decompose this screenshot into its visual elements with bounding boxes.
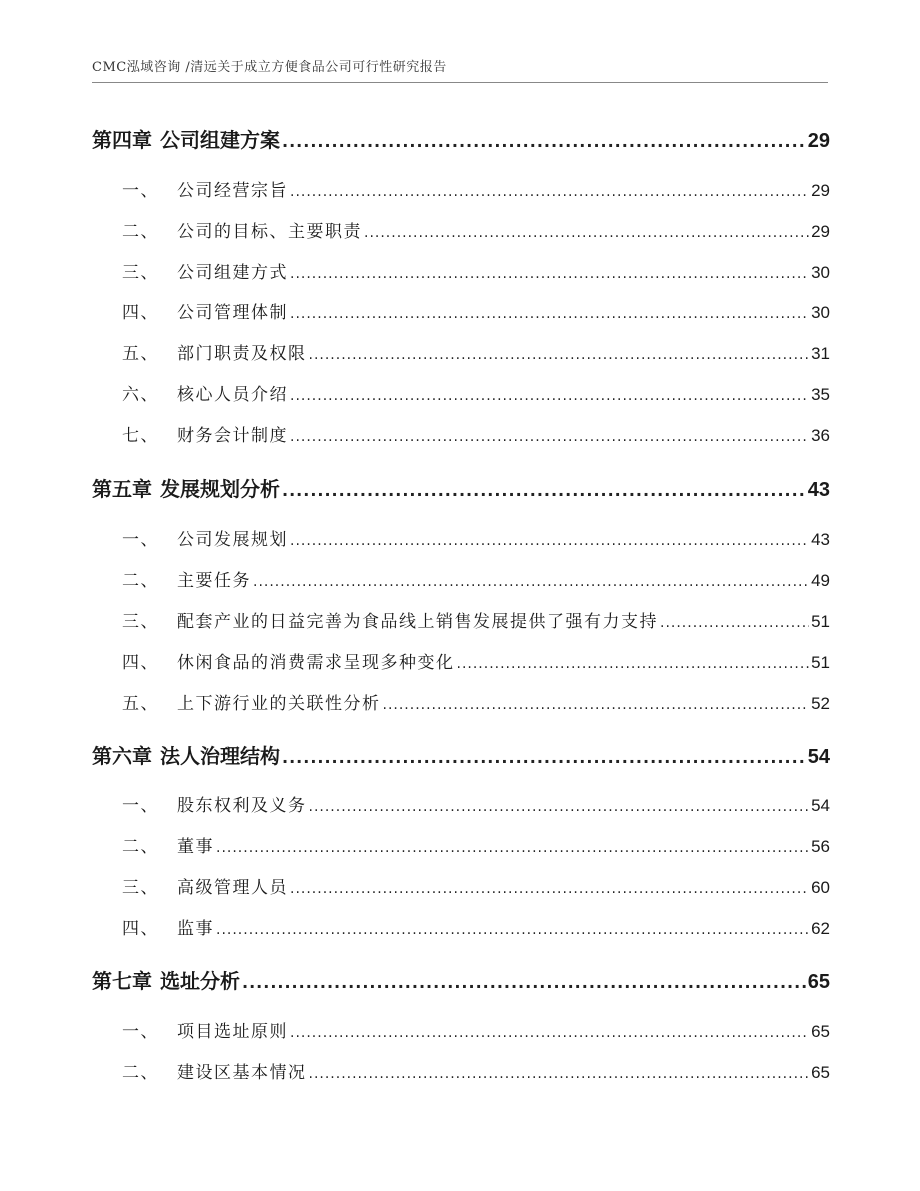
toc-entry-title — [122, 648, 455, 673]
toc-chapter-entry[interactable] — [92, 965, 830, 994]
toc-entry-title — [122, 914, 214, 939]
toc-entry-number: 一、 — [122, 530, 159, 550]
toc-entry-number: 六、 — [122, 385, 159, 405]
toc-entry-number: 三、 — [122, 878, 159, 898]
toc-entry-text: 股东权利及义务 — [177, 796, 307, 816]
toc-entry-text: 部门职责及权限 — [177, 344, 307, 364]
toc-entry-title — [122, 258, 288, 283]
toc-section-entry[interactable] — [92, 648, 830, 673]
toc-entry-title — [122, 873, 288, 898]
toc-page-number: 52 — [811, 694, 830, 713]
toc-entry-title — [92, 473, 280, 502]
toc-entry-title — [122, 566, 251, 591]
toc-entry-number: 第七章 — [92, 969, 152, 993]
dot-leader — [290, 429, 809, 445]
toc-entry-text: 财务会计制度 — [177, 426, 288, 446]
toc-entry-number: 四、 — [122, 653, 159, 673]
toc-entry-title — [92, 740, 280, 769]
dot-leader — [290, 1025, 809, 1041]
toc-entry-text: 法人治理结构 — [160, 744, 280, 768]
toc-entry-title — [122, 176, 288, 201]
toc-section-entry[interactable] — [92, 258, 830, 283]
toc-entry-text: 高级管理人员 — [177, 878, 288, 898]
toc-entry-title — [122, 298, 288, 323]
toc-section-entry[interactable] — [92, 873, 830, 898]
toc-page-number: 35 — [811, 385, 830, 404]
toc-page-number: 65 — [811, 1063, 830, 1082]
dot-leader — [290, 881, 809, 897]
toc-page-number: 54 — [811, 796, 830, 815]
toc-entry-text: 发展规划分析 — [160, 477, 280, 501]
header-divider — [92, 82, 828, 83]
toc-page-number: 30 — [811, 303, 830, 322]
toc-section-entry[interactable] — [92, 607, 830, 632]
toc-section-entry[interactable] — [92, 525, 830, 550]
running-header: CMC泓域咨询 /清远关于成立方便食品公司可行性研究报告 — [92, 60, 447, 75]
toc-page-number: 30 — [811, 263, 830, 282]
toc-entry-title — [122, 832, 214, 857]
toc-page-number: 43 — [811, 530, 830, 549]
toc-entry-text: 配套产业的日益完善为食品线上销售发展提供了强有力支持 — [177, 612, 658, 632]
toc-entry-number: 四、 — [122, 919, 159, 939]
toc-entry-number: 第四章 — [92, 128, 152, 152]
toc-section-entry[interactable] — [92, 217, 830, 242]
toc-section-entry[interactable] — [92, 380, 830, 405]
toc-entry-number: 四、 — [122, 303, 159, 323]
toc-entry-text: 公司管理体制 — [177, 303, 288, 323]
toc-entry-number: 三、 — [122, 263, 159, 283]
toc-entry-number: 二、 — [122, 222, 159, 242]
toc-entry-number: 二、 — [122, 571, 159, 591]
toc-entry-title — [92, 965, 240, 994]
toc-entry-text: 休闲食品的消费需求呈现多种变化 — [177, 653, 455, 673]
toc-section-entry[interactable] — [92, 914, 830, 939]
toc-entry-number: 一、 — [122, 1022, 159, 1042]
dot-leader — [290, 388, 809, 404]
dot-leader — [457, 656, 810, 672]
dot-leader — [282, 132, 806, 151]
toc-entry-text: 公司经营宗旨 — [177, 181, 288, 201]
toc-chapter-entry[interactable] — [92, 473, 830, 502]
toc-page-number: 43 — [807, 479, 830, 501]
toc-entry-text: 监事 — [177, 919, 214, 939]
toc-entry-title — [122, 689, 381, 714]
dot-leader — [383, 697, 810, 713]
toc-page-number: 65 — [807, 971, 830, 993]
toc-page-number: 36 — [811, 426, 830, 445]
toc-entry-text: 主要任务 — [177, 571, 251, 591]
toc-entry-title — [122, 607, 658, 632]
dot-leader — [253, 574, 809, 590]
toc-entry-text: 项目选址原则 — [177, 1022, 288, 1042]
toc-section-entry[interactable] — [92, 421, 830, 446]
toc-entry-text: 公司的目标、主要职责 — [177, 222, 362, 242]
toc-page-number: 56 — [811, 837, 830, 856]
toc-entry-number: 一、 — [122, 181, 159, 201]
dot-leader — [309, 347, 810, 363]
dot-leader — [242, 973, 806, 992]
toc-section-entry[interactable] — [92, 566, 830, 591]
dot-leader — [282, 748, 806, 767]
toc-entry-title — [122, 421, 288, 446]
toc-section-entry[interactable] — [92, 689, 830, 714]
toc-entry-number: 五、 — [122, 694, 159, 714]
toc-section-entry[interactable] — [92, 1017, 830, 1042]
toc-entry-title — [122, 1017, 288, 1042]
toc-entry-title — [92, 124, 280, 153]
dot-leader — [282, 481, 806, 500]
toc-page-number: 65 — [811, 1022, 830, 1041]
dot-leader — [290, 184, 809, 200]
toc-entry-number: 二、 — [122, 1063, 159, 1083]
toc-page-number: 31 — [811, 344, 830, 363]
toc-entry-title — [122, 1058, 307, 1083]
toc-page-number: 60 — [811, 878, 830, 897]
toc-entry-number: 二、 — [122, 837, 159, 857]
toc-page-number: 62 — [811, 919, 830, 938]
toc-page-number: 54 — [807, 746, 830, 768]
toc-entry-text: 建设区基本情况 — [177, 1063, 307, 1083]
toc-page-number: 29 — [811, 222, 830, 241]
toc-section-entry[interactable] — [92, 339, 830, 364]
dot-leader — [216, 840, 809, 856]
toc-entry-text: 选址分析 — [160, 969, 240, 993]
toc-chapter-entry[interactable] — [92, 124, 830, 153]
toc-entry-title — [122, 339, 307, 364]
toc-entry-title — [122, 525, 288, 550]
dot-leader — [309, 1066, 810, 1082]
toc-entry-number: 第六章 — [92, 744, 152, 768]
toc-page-number: 29 — [811, 181, 830, 200]
dot-leader — [216, 922, 809, 938]
toc-section-entry[interactable] — [92, 176, 830, 201]
toc-chapter-entry[interactable] — [92, 740, 830, 769]
toc-entry-title — [122, 217, 362, 242]
dot-leader — [364, 225, 809, 241]
toc-entry-number: 七、 — [122, 426, 159, 446]
dot-leader — [290, 306, 809, 322]
toc-page-number: 51 — [811, 653, 830, 672]
toc-section-entry[interactable] — [92, 1058, 830, 1083]
toc-entry-text: 董事 — [177, 837, 214, 857]
toc-entry-number: 一、 — [122, 796, 159, 816]
toc-entry-title — [122, 380, 288, 405]
toc-entry-number: 第五章 — [92, 477, 152, 501]
dot-leader — [660, 615, 809, 631]
dot-leader — [309, 799, 810, 815]
toc-page-number: 29 — [807, 130, 830, 152]
toc-entry-number: 五、 — [122, 344, 159, 364]
toc-section-entry[interactable] — [92, 298, 830, 323]
toc-section-entry[interactable] — [92, 791, 830, 816]
toc-entry-text: 公司组建方案 — [160, 128, 280, 152]
toc-entry-title — [122, 791, 307, 816]
dot-leader — [290, 266, 809, 282]
toc-page-number: 51 — [811, 612, 830, 631]
toc-entry-text: 公司组建方式 — [177, 263, 288, 283]
toc-entry-text: 公司发展规划 — [177, 530, 288, 550]
toc-section-entry[interactable] — [92, 832, 830, 857]
toc-entry-text: 核心人员介绍 — [177, 385, 288, 405]
dot-leader — [290, 533, 809, 549]
toc-entry-number: 三、 — [122, 612, 159, 632]
toc-page-number: 49 — [811, 571, 830, 590]
toc-entry-text: 上下游行业的关联性分析 — [177, 694, 381, 714]
